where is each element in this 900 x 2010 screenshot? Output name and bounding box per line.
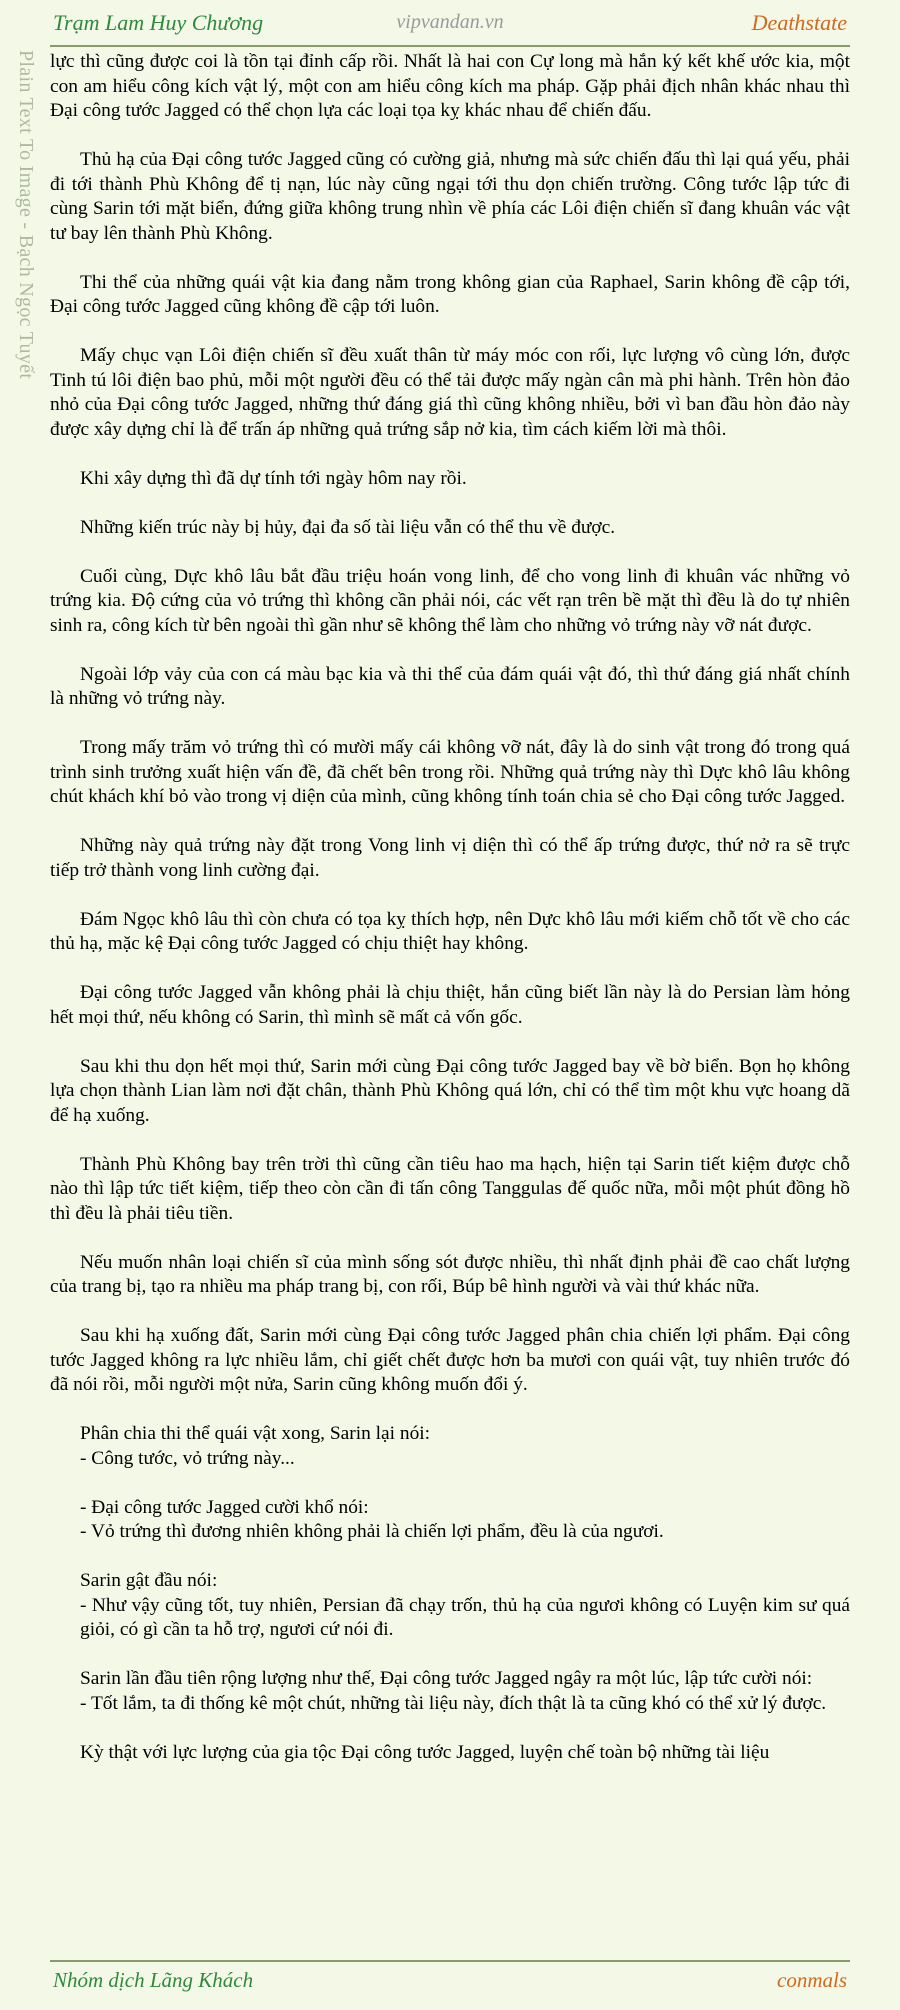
footer-divider (50, 1960, 850, 1962)
paragraph: Đại công tước Jagged vẫn không phải là chịu thiệt, hắn cũng biết lần này là do Persian làm hỏng hết mọi thứ, nếu không có Sarin, thì mình sẽ mất cả vốn gốc. (50, 982, 850, 1028)
dialogue-line: - Vỏ trứng thì đương nhiên không phải là chiến lợi phẩm, đều là của ngươi. (80, 1521, 664, 1542)
dialogue-line: - Đại công tước Jagged cười khổ nói: (80, 1496, 369, 1518)
paragraph: Thi thể của những quái vật kia đang nằm trong không gian của Raphael, Sarin không đề cập tới, Đại công tước Jagged cũng không đề cập tới luôn. (50, 271, 850, 317)
dialogue-line: - Tốt lắm, ta đi thống kê một chút, những tài liệu này, đích thật là ta cũng khó có thể xử lý được. (80, 1692, 827, 1714)
header-site-name: vipvandan.vn (396, 11, 504, 33)
paragraph: Những này quả trứng này đặt trong Vong linh vị diện thì có thể ấp trứng được, thứ nở ra sẽ trực tiếp trở thành vong linh cường đại. (50, 835, 850, 881)
page-header (0, 0, 900, 46)
document-body (50, 50, 850, 1955)
paragraph: Cuối cùng, Dực khô lâu bắt đầu triệu hoán vong linh, để cho vong linh đi khuân vác những vỏ trứng kia. Độ cứng của vỏ trứng thì không cần phải nói, các vết rạn trên bề mặt thì đều là do tự nhiên sinh ra, công kích từ bên ngoài thì gần như sẽ không thể làm cho những vỏ trứng này vỡ nát được. (50, 565, 850, 636)
paragraph: Trong mấy trăm vỏ trứng thì có mười mấy cái không vỡ nát, đây là do sinh vật trong đó trong quá trình sinh trưởng xuất hiện vấn đề, đã chết bên trong rồi. Những quả trứng này thì Dực khô lâu không chút khách khí bỏ vào trong vị diện của mình, cũng không tính toán chia sẻ cho Đại công tước Jagged. (50, 737, 850, 807)
paragraph: Nếu muốn nhân loại chiến sĩ của mình sống sót được nhiều, thì nhất định phải đề cao chất lượng của trang bị, tạo ra nhiều ma pháp trang bị, con rối, Búp bê hình người và vài thứ khác nữa. (50, 1251, 850, 1297)
dialogue-block (50, 1569, 850, 1643)
watermark-text: Plain Text To Image - Bạch Ngọc Tuyết (15, 50, 37, 380)
paragraph: Ngoài lớp vảy của con cá màu bạc kia và thi thể của đám quái vật đó, thì thứ đáng giá nhất chính là những vỏ trứng này. (50, 663, 850, 709)
dialogue-line: - Công tước, vỏ trứng này... (80, 1447, 295, 1469)
paragraph: Sau khi hạ xuống đất, Sarin mới cùng Đại công tước Jagged phân chia chiến lợi phẩm. Đại công tước Jagged không ra lực nhiều lắm, chỉ giết chết được hơn ba mươi con quái vật, tuy nhiên trước đó đã nói rồi, mỗi người một nửa, Sarin cũng không muốn đổi ý. (50, 1325, 850, 1395)
footer-translator-group: Nhóm dịch Lãng Khách (53, 1968, 254, 1992)
paragraph: Mấy chục vạn Lôi điện chiến sĩ đều xuất thân từ máy móc con rối, lực lượng vô cùng lớn, được Tinh tú lôi điện bao phủ, mỗi một người đều có thể tải được mấy ngàn cân mà phi hành. Trên hòn đảo nhỏ của Đại công tước Jagged, những thứ đáng giá thì cũng không nhiều, bởi vì ban đầu hòn đảo này được xây dựng chỉ là để trấn áp những quả trứng sắp nở kia, tìm cách kiếm lời mà thôi. (50, 345, 850, 440)
sidebar-watermark (5, 50, 45, 510)
paragraph: Đám Ngọc khô lâu thì còn chưa có tọa kỵ thích hợp, nên Dực khô lâu mới kiếm chỗ tốt về cho các thủ hạ, mặc kệ Đại công tước Jagged có chịu thiệt hay không. (50, 908, 850, 954)
header-chapter-title: Deathstate (751, 10, 847, 35)
paragraph: Thủ hạ của Đại công tước Jagged cũng có cường giả, nhưng mà sức chiến đấu thì lại quá yếu, phải đi tới thành Phù Không để tị nạn, lúc này cũng ngại tới thu dọn chiến trường. Công tước lập tức đi cùng Sarin tới mặt biển, đứng giữa không trung nhìn về phía các Lôi điện chiến sĩ đang khuân vác vật tư bay lên thành Phù Không. (50, 149, 850, 244)
dialogue-block (50, 1496, 850, 1545)
paragraph: Kỳ thật với lực lượng của gia tộc Đại công tước Jagged, luyện chế toàn bộ những tài liệu (80, 1741, 770, 1763)
dialogue-block (50, 1667, 850, 1716)
paragraph: Những kiến trúc này bị hủy, đại đa số tài liệu vẫn có thể thu về được. (80, 516, 616, 538)
dialogue-line: Sarin gật đầu nói: (80, 1570, 218, 1591)
dialogue-line: Sarin lần đầu tiên rộng lượng như thế, Đại công tước Jagged ngây ra một lúc, lập tức cười nói: (80, 1668, 813, 1689)
header-book-title: Trạm Lam Huy Chương (53, 10, 264, 35)
paragraph: Sau khi thu dọn hết mọi thứ, Sarin mới cùng Đại công tước Jagged bay về bờ biển. Bọn họ không lựa chọn thành Lian làm nơi đặt chân, thành Phù Không quá lớn, chỉ có thể tìm một khu vực hoang dã để hạ xuống. (50, 1055, 850, 1126)
footer-uploader: conmals (777, 1968, 847, 1992)
paragraph: lực thì cũng được coi là tồn tại đỉnh cấp rồi. Nhất là hai con Cự long mà hắn ký kết khế ước kia, một con am hiểu công kích vật lý, một con am hiểu công kích ma pháp. Gặp phải địch nhân khác nhau thì Đại công tước Jagged có thể chọn lựa các loại tọa kỵ khác nhau để chiến đấu. (50, 51, 850, 121)
header-divider (50, 45, 850, 47)
dialogue-line: Phân chia thi thể quái vật xong, Sarin lại nói: (80, 1423, 431, 1444)
paragraph: Khi xây dựng thì đã dự tính tới ngày hôm nay rồi. (80, 467, 467, 489)
dialogue-block (50, 1422, 850, 1471)
paragraph: Thành Phù Không bay trên trời thì cũng cần tiêu hao ma hạch, hiện tại Sarin tiết kiệm được chỗ nào thì lập tức tiết kiệm, tiếp theo còn cần đi tấn công Tanggulas đế quốc nữa, mỗi một phút đồng hồ thì đều là phải tiêu tiền. (50, 1153, 850, 1224)
dialogue-line: - Như vậy cũng tốt, tuy nhiên, Persian đã chạy trốn, thủ hạ của ngươi không có Luyện kim sư quá giỏi, có gì cần ta hỗ trợ, ngươi cứ nói đi. (80, 1594, 850, 1640)
page-footer (0, 1968, 900, 2008)
